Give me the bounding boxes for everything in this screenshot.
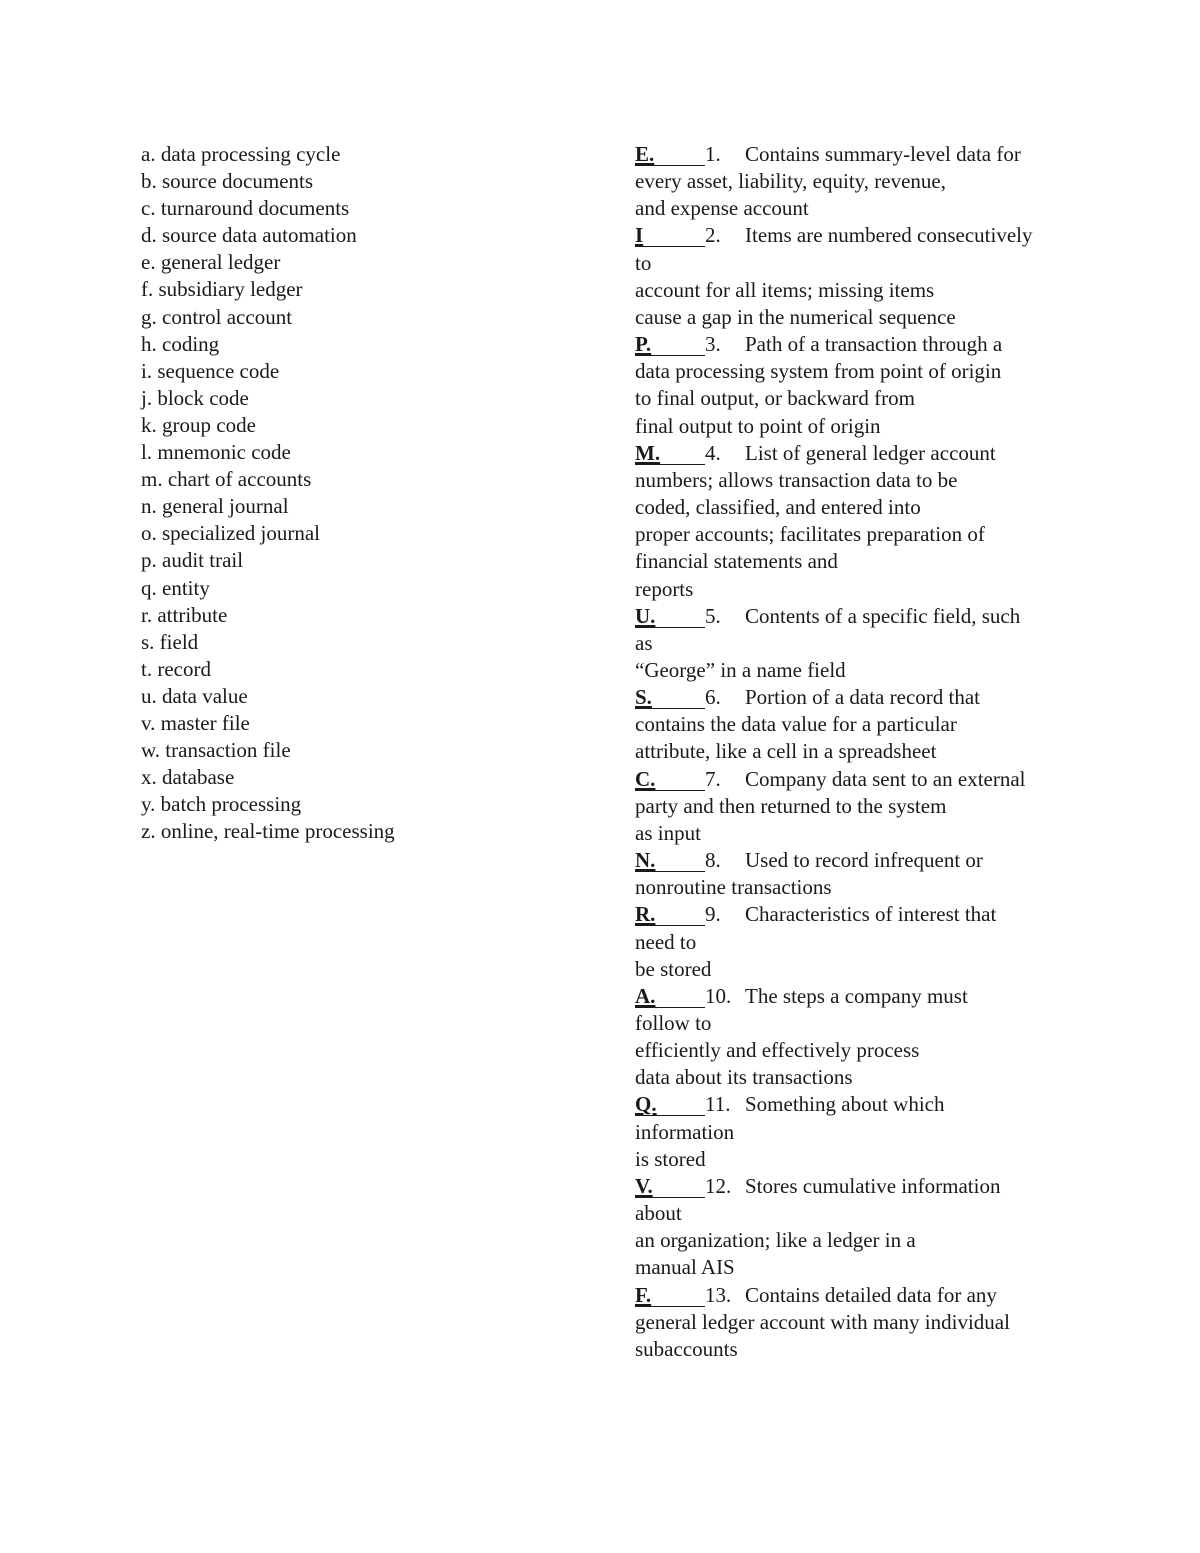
answer-blank: I [635, 224, 705, 247]
term-item: q. entity [141, 575, 210, 600]
term-item: x. database [141, 765, 235, 790]
answer-blank: P. [635, 333, 705, 356]
definition-text: Portion of a data record that [745, 685, 980, 710]
term-item: j. block code [141, 385, 249, 410]
definition-line: about [635, 1201, 682, 1226]
question-number: 3. [705, 332, 721, 357]
definition-line: as input [635, 820, 701, 845]
definition-first-line [635, 603, 1075, 630]
answer-blank: C. [635, 768, 705, 791]
term-item: o. specialized journal [141, 521, 321, 546]
definition-item [635, 901, 1075, 982]
definition-line: follow to [635, 1011, 712, 1035]
definition-first-line [635, 847, 1075, 874]
definition-text: List of general ledger account [745, 440, 996, 465]
definition-line: “George” in a name field [635, 657, 846, 682]
definition-item [635, 1282, 1075, 1363]
term-item: l. mnemonic code [141, 440, 291, 465]
definition-line: coded, classified, and entered into [635, 495, 921, 520]
answer-blank: Q. [635, 1093, 705, 1116]
term-item: w. transaction file [141, 738, 291, 763]
term-item: c. turnaround documents [141, 196, 350, 221]
definition-item [635, 684, 1075, 765]
definition-line: be stored [635, 956, 712, 981]
question-number: 8. [705, 848, 721, 873]
definition-line: data about its transactions [635, 1065, 853, 1090]
term-item: a. data processing cycle [141, 142, 341, 166]
definition-text: Contents of a specific field, such [745, 603, 1021, 628]
answer-blank: E. [635, 143, 705, 166]
definition-item [635, 440, 1075, 603]
term-item: d. source data automation [141, 223, 357, 248]
answer-blank: N. [635, 849, 705, 872]
answer-blank: M. [635, 442, 705, 465]
definition-line: efficiently and effectively process [635, 1038, 920, 1063]
definition-first-line [635, 1282, 1075, 1309]
definition-text: Stores cumulative information [745, 1173, 1001, 1198]
definition-line: manual AIS [635, 1255, 735, 1280]
question-number: 9. [705, 902, 721, 927]
definition-line: data processing system from point of origin [635, 359, 1002, 384]
term-item: n. general journal [141, 494, 289, 519]
term-item: e. general ledger [141, 250, 281, 275]
definition-line: financial statements and [635, 549, 838, 574]
term-item: r. attribute [141, 602, 228, 627]
definition-first-line [635, 1173, 1075, 1200]
definition-item [635, 983, 1075, 1092]
question-number: 10. [705, 983, 732, 1008]
definition-line: party and then returned to the system [635, 793, 947, 818]
definition-line: every asset, liability, equity, revenue, [635, 169, 947, 194]
definition-text: Contains summary-level data for [745, 142, 1021, 166]
question-number: 2. [705, 223, 721, 248]
definition-item [635, 847, 1075, 901]
definition-text: Characteristics of interest that [745, 902, 997, 927]
definition-first-line [635, 684, 1075, 711]
term-item: g. control account [141, 304, 293, 329]
term-item: b. source documents [141, 169, 314, 194]
term-item: u. data value [141, 683, 248, 708]
term-item: f. subsidiary ledger [141, 277, 303, 302]
definition-line: information [635, 1119, 735, 1144]
definition-first-line [635, 141, 1075, 168]
answer-blank: F. [635, 1284, 705, 1307]
definition-text: Contains detailed data for any [745, 1282, 997, 1307]
definition-item [635, 331, 1075, 440]
question-number: 12. [705, 1173, 732, 1198]
answer-blank: V. [635, 1175, 705, 1198]
definition-line: general ledger account with many individual [635, 1309, 1010, 1334]
definition-line: proper accounts; facilitates preparation of [635, 522, 985, 547]
definition-line: numbers; allows transaction data to be [635, 467, 958, 492]
question-number: 5. [705, 603, 721, 628]
definition-item [635, 1173, 1075, 1282]
term-item: p. audit trail [141, 548, 244, 573]
definition-line: to final output, or backward from [635, 386, 915, 411]
definition-line: subaccounts [635, 1336, 738, 1361]
term-item: v. master file [141, 710, 250, 735]
definition-line: account for all items; missing items [635, 277, 935, 302]
answer-blank: A. [635, 985, 705, 1008]
term-item: s. field [141, 629, 199, 654]
term-item: i. sequence code [141, 358, 280, 383]
definition-line: is stored [635, 1146, 706, 1171]
term-item: m. chart of accounts [141, 467, 312, 492]
answer-blank: U. [635, 605, 705, 628]
definition-text: Something about which [745, 1092, 945, 1117]
definition-item [635, 141, 1075, 222]
answer-blank: R. [635, 903, 705, 926]
definition-item [635, 1091, 1075, 1172]
definition-list [635, 141, 1075, 1363]
definition-text: Used to record infrequent or [745, 848, 983, 873]
definition-line: to [635, 250, 652, 275]
definition-first-line [635, 901, 1075, 928]
definition-line: need to [635, 929, 697, 954]
definition-line: contains the data value for a particular [635, 712, 957, 737]
definition-text: Path of a transaction through a [745, 332, 1003, 357]
question-number: 13. [705, 1282, 732, 1307]
definition-item [635, 603, 1075, 684]
definition-line: reports [635, 576, 694, 601]
definition-line: as [635, 630, 653, 655]
definition-text: Company data sent to an external [745, 766, 1026, 791]
term-item: t. record [141, 656, 211, 681]
definition-first-line [635, 222, 1075, 249]
definition-text: The steps a company must [745, 983, 968, 1008]
question-number: 6. [705, 685, 721, 710]
answer-blank: S. [635, 686, 705, 709]
definition-item [635, 766, 1075, 847]
definition-first-line [635, 983, 1075, 1010]
term-item: h. coding [141, 331, 220, 356]
term-item: z. online, real-time processing [141, 819, 395, 844]
definition-item [635, 222, 1075, 331]
definition-line: cause a gap in the numerical sequence [635, 304, 956, 329]
definition-first-line [635, 1091, 1075, 1118]
definition-first-line [635, 766, 1075, 793]
term-list [141, 141, 561, 845]
term-item: k. group code [141, 412, 256, 437]
term-item: y. batch processing [141, 792, 302, 817]
definition-text: Items are numbered consecutively [745, 223, 1033, 248]
definition-line: nonroutine transactions [635, 875, 832, 900]
question-number: 4. [705, 440, 721, 465]
definition-first-line [635, 440, 1075, 467]
definition-line: attribute, like a cell in a spreadsheet [635, 739, 937, 764]
definition-line: an organization; like a ledger in a [635, 1228, 916, 1253]
definition-line: and expense account [635, 196, 809, 221]
definition-first-line [635, 331, 1075, 358]
question-number: 1. [705, 142, 721, 166]
question-number: 11. [705, 1092, 731, 1117]
definition-line: final output to point of origin [635, 413, 881, 438]
question-number: 7. [705, 766, 721, 791]
